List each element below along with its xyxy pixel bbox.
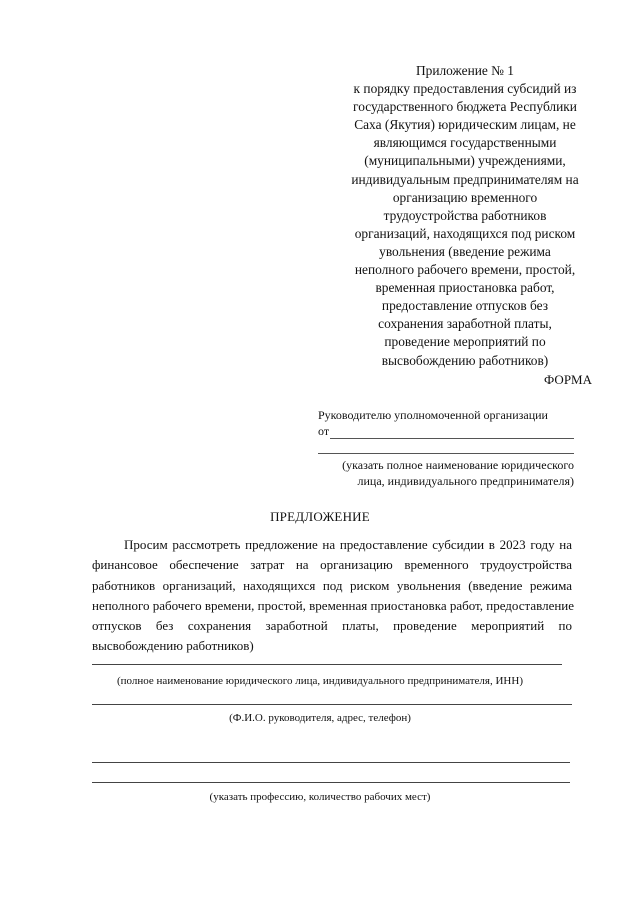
appendix-line: Саха (Якутия) юридическим лицам, не — [354, 117, 576, 133]
head-info-field[interactable] — [92, 704, 572, 705]
appendix-header — [320, 62, 610, 370]
profession-field-line-1[interactable] — [92, 762, 570, 763]
appendix-line: сохранения заработной платы, — [378, 316, 552, 332]
hint-line: (указать полное наименование юридического — [342, 458, 574, 472]
appendix-line: Приложение № 1 — [415, 63, 515, 78]
appendix-line: предоставление отпусков без — [381, 298, 549, 314]
appendix-line: проведение мероприятий по — [384, 334, 546, 350]
document-title: ПРЕДЛОЖЕНИЕ — [270, 509, 370, 524]
profession-field-line-2[interactable] — [92, 782, 570, 783]
addressee-line: Руководителю уполномоченной организации — [318, 408, 548, 422]
paragraph-line: финансовое обеспечение затрат на организацию временного трудоустройства — [92, 557, 572, 573]
paragraph-line: работников организаций, находящихся под риском увольнения (введение режима — [92, 577, 572, 593]
appendix-line: увольнения (введение режима — [379, 243, 551, 259]
legal-entity-caption: (полное наименование юридического лица, индивидуального предпринимателя, ИНН) — [117, 675, 523, 687]
paragraph-line: Просим рассмотреть предложение на предоставление субсидии в 2023 году на — [124, 537, 572, 552]
appendix-line: организаций, находящихся под риском — [354, 225, 576, 241]
legal-entity-field[interactable] — [92, 664, 562, 665]
hint-line: лица, индивидуального предпринимателя) — [357, 474, 574, 488]
appendix-line: неполного рабочего времени, простой, — [354, 262, 576, 278]
form-label: ФОРМА — [544, 372, 592, 387]
appendix-line: являющимся государственными — [373, 135, 557, 151]
profession-caption: (указать профессию, количество рабочих мест) — [209, 791, 431, 803]
head-info-caption: (Ф.И.О. руководителя, адрес, телефон) — [229, 712, 411, 724]
addressee-block — [318, 407, 574, 489]
addressee-second-line-field[interactable] — [318, 439, 574, 454]
addressee-from-field[interactable] — [330, 426, 574, 439]
appendix-line: высвобождению работников) — [381, 352, 549, 368]
proposal-paragraph — [92, 535, 575, 657]
paragraph-line: неполного рабочего времени, простой, временная приостановка работ, предоставление — [92, 597, 575, 613]
appendix-line: государственного бюджета Республики — [353, 99, 577, 115]
addressee-from-row — [318, 423, 574, 439]
appendix-line: временная приостановка работ, — [375, 280, 555, 296]
appendix-line: организацию временного — [392, 189, 538, 205]
appendix-line: индивидуальным предпринимателям на — [351, 171, 579, 187]
addressee-hint — [318, 457, 574, 489]
appendix-line: к порядку предоставления субсидий из — [353, 81, 577, 97]
from-label: от — [318, 424, 330, 438]
paragraph-line: высвобождению работников) — [92, 638, 254, 654]
paragraph-line: отпусков без сохранения заработной платы, проведение мероприятий по — [92, 618, 572, 634]
appendix-line: трудоустройства работников — [383, 207, 547, 223]
appendix-line: (муниципальными) учреждениями, — [364, 153, 566, 169]
